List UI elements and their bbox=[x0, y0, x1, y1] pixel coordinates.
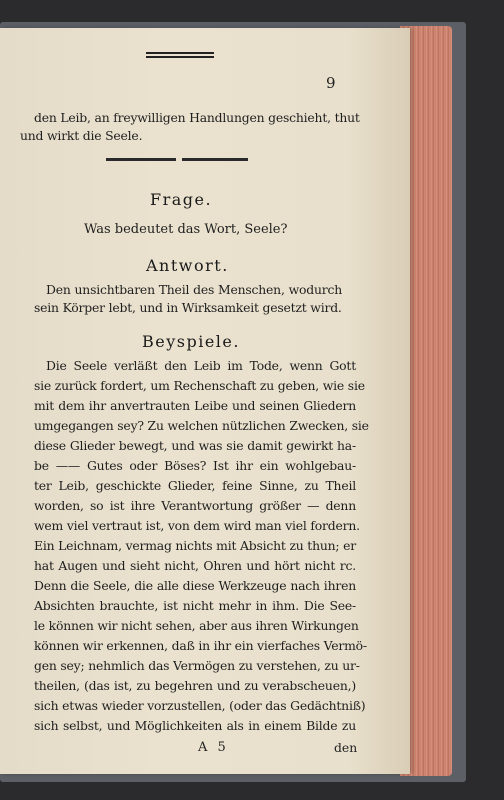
examples-heading: Beyspiele. bbox=[142, 332, 240, 351]
example-line: umgegangen sey? Zu welchen nützlichen Zwecken, sie bbox=[34, 418, 369, 433]
example-line: ter Leib, geschickte Glieder, feine Sinne, zu Theil bbox=[34, 478, 356, 493]
example-line: Denn die Seele, die alle diese Werkzeuge nach ihren bbox=[34, 578, 356, 593]
example-line: können wir erkennen, daß in ihr ein vierfaches Vermö- bbox=[34, 638, 367, 653]
example-line: theilen, (das ist, zu begehren und zu verabscheuen,) bbox=[34, 678, 356, 693]
intro-line: und wirkt die Seele. bbox=[20, 128, 143, 143]
example-line: Ein Leichnam, vermag nichts mit Absicht zu thun; er bbox=[34, 538, 356, 553]
example-line: mit dem ihr anvertrauten Leibe und seinen Gliedern bbox=[34, 398, 356, 413]
page-number: 9 bbox=[326, 74, 336, 92]
section-separator bbox=[106, 158, 248, 161]
example-line: be —— Gutes oder Böses? Ist ihr ein wohlgebau- bbox=[34, 458, 356, 473]
example-line: hat Augen und sieht nicht, Ohren und hört nicht rc. bbox=[34, 558, 356, 573]
example-line: Absichten brauchte, ist nicht mehr in ihm. Die See- bbox=[34, 598, 356, 613]
example-line: Die Seele verläßt den Leib im Tode, wenn Gott bbox=[46, 358, 356, 373]
example-line: le können wir nicht sehen, aber aus ihren Wirkungen bbox=[34, 618, 359, 633]
example-line: diese Glieder bewegt, und was sie damit gewirkt ha- bbox=[34, 438, 356, 453]
answer-heading: Antwort. bbox=[146, 256, 229, 275]
signature-mark: A 5 bbox=[198, 740, 229, 755]
intro-line: den Leib, an freywilligen Handlungen geschieht, thut bbox=[34, 110, 360, 125]
example-line: wem viel vertraut ist, von dem wird man viel fordern. bbox=[34, 518, 360, 533]
header-rule bbox=[146, 52, 214, 58]
answer-line: Den unsichtbaren Theil des Menschen, wodurch bbox=[46, 282, 342, 297]
example-line: worden, so ist ihre Verantwortung größer — denn bbox=[34, 498, 356, 513]
question-heading: Frage. bbox=[150, 190, 213, 209]
example-line: sie zurück fordert, um Rechenschaft zu geben, wie sie bbox=[34, 378, 365, 393]
question-text: Was bedeutet das Wort, Seele? bbox=[84, 222, 288, 237]
answer-line: sein Körper lebt, und in Wirksamkeit gesetzt wird. bbox=[34, 300, 342, 315]
catchword: den bbox=[334, 740, 358, 755]
example-line: sich selbst, und Möglichkeiten als in einem Bilde zu bbox=[34, 718, 356, 733]
example-line: sich etwas wieder vorzustellen, (oder das Gedächtniß) bbox=[34, 698, 366, 713]
example-line: gen sey; nehmlich das Vermögen zu verstehen, zu ur- bbox=[34, 658, 360, 673]
